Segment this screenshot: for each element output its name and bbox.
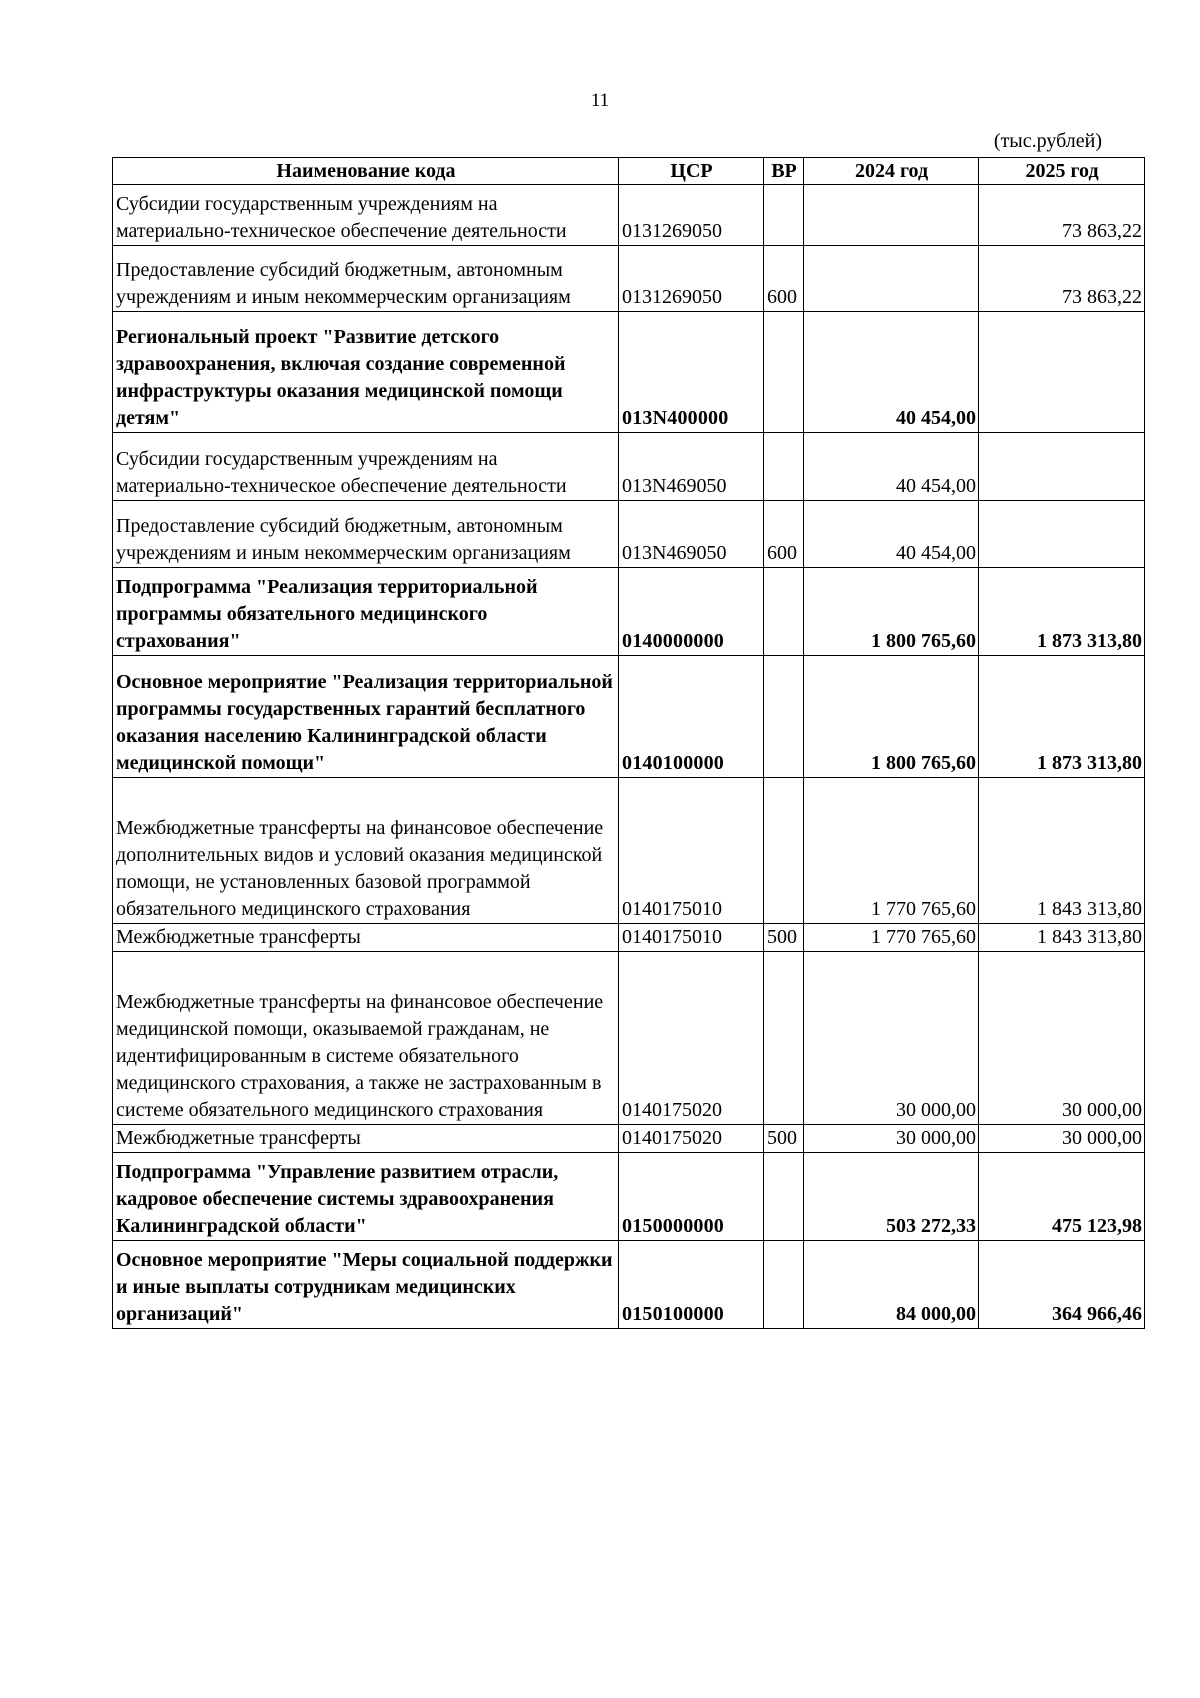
- row-name: Субсидии государственным учреждениям на материально-техническое обеспечение деятельности: [113, 185, 619, 246]
- row-2025: 1 843 313,80: [979, 778, 1145, 924]
- budget-table: [112, 157, 1145, 1329]
- row-2025: 73 863,22: [979, 246, 1145, 312]
- table-row: [113, 185, 1145, 246]
- table-row: [113, 778, 1145, 924]
- table-row: [113, 952, 1145, 1125]
- row-csr: 013N400000: [619, 312, 764, 433]
- row-name: Межбюджетные трансферты на финансовое обеспечение медицинской помощи, оказываемой гражданам, не идентифицированным в системе обязательного медицинского страхования, а также не застрахованным в системе обязательного медицинского страхования: [113, 952, 619, 1125]
- row-2024: 40 454,00: [804, 312, 979, 433]
- row-name: Региональный проект "Развитие детского здравоохранения, включая создание современной инфраструктуры оказания медицинской помощи детям": [113, 312, 619, 433]
- row-2025: [979, 501, 1145, 568]
- row-name: Межбюджетные трансферты: [113, 924, 619, 952]
- row-name: Основное мероприятие "Реализация территориальной программы государственных гарантий бесплатного оказания населению Калининградской области медицинской помощи": [113, 656, 619, 778]
- row-csr: 013N469050: [619, 501, 764, 568]
- row-name: Предоставление субсидий бюджетным, автономным учреждениям и иным некоммерческим организациям: [113, 501, 619, 568]
- row-vr: [764, 952, 804, 1125]
- row-2024: 1 800 765,60: [804, 568, 979, 656]
- row-name: Основное мероприятие "Меры социальной поддержки и иные выплаты сотрудникам медицинских организаций": [113, 1241, 619, 1329]
- row-2024: [804, 246, 979, 312]
- row-vr: [764, 1153, 804, 1241]
- row-2025: 1 843 313,80: [979, 924, 1145, 952]
- row-2024: 1 770 765,60: [804, 924, 979, 952]
- row-2024: 84 000,00: [804, 1241, 979, 1329]
- row-vr: 600: [764, 246, 804, 312]
- row-csr: 0140175010: [619, 924, 764, 952]
- header-vr: ВР: [764, 158, 804, 185]
- row-vr: 500: [764, 1125, 804, 1153]
- row-vr: 500: [764, 924, 804, 952]
- row-vr: [764, 185, 804, 246]
- row-name: Межбюджетные трансферты на финансовое обеспечение дополнительных видов и условий оказания медицинской помощи, не установленных базовой программой обязательного медицинского страхования: [113, 778, 619, 924]
- table-row: [113, 656, 1145, 778]
- row-2024: [804, 185, 979, 246]
- row-2025: 475 123,98: [979, 1153, 1145, 1241]
- units-label: (тыс.рублей): [993, 130, 1102, 152]
- header-2024: 2024 год: [804, 158, 979, 185]
- row-name: Подпрограмма "Реализация территориальной программы обязательного медицинского страхования": [113, 568, 619, 656]
- row-2024: 503 272,33: [804, 1153, 979, 1241]
- row-2025: 30 000,00: [979, 1125, 1145, 1153]
- header-name: Наименование кода: [113, 158, 619, 185]
- row-2025: 364 966,46: [979, 1241, 1145, 1329]
- row-vr: [764, 433, 804, 501]
- header-2025: 2025 год: [979, 158, 1145, 185]
- table-row: [113, 568, 1145, 656]
- row-csr: 0140175020: [619, 952, 764, 1125]
- row-2025: [979, 312, 1145, 433]
- row-csr: 0150000000: [619, 1153, 764, 1241]
- row-csr: 0140100000: [619, 656, 764, 778]
- row-vr: [764, 778, 804, 924]
- row-2024: 1 770 765,60: [804, 778, 979, 924]
- table-header-row: [113, 158, 1145, 185]
- header-csr: ЦСР: [619, 158, 764, 185]
- row-csr: 0131269050: [619, 185, 764, 246]
- row-2025: 1 873 313,80: [979, 568, 1145, 656]
- row-2024: 40 454,00: [804, 433, 979, 501]
- table-row: [113, 1153, 1145, 1241]
- row-2024: 30 000,00: [804, 952, 979, 1125]
- row-vr: [764, 1241, 804, 1329]
- table-row: [113, 501, 1145, 568]
- table-row: [113, 246, 1145, 312]
- table-row: [113, 312, 1145, 433]
- row-2024: 1 800 765,60: [804, 656, 979, 778]
- page-number: 11: [590, 90, 610, 111]
- row-csr: 0140175020: [619, 1125, 764, 1153]
- row-2024: 40 454,00: [804, 501, 979, 568]
- row-2024: 30 000,00: [804, 1125, 979, 1153]
- row-vr: 600: [764, 501, 804, 568]
- row-csr: 0140000000: [619, 568, 764, 656]
- row-vr: [764, 312, 804, 433]
- row-name: Предоставление субсидий бюджетным, автономным учреждениям и иным некоммерческим организациям: [113, 246, 619, 312]
- table-row: [113, 1241, 1145, 1329]
- row-name: Субсидии государственным учреждениям на материально-техническое обеспечение деятельности: [113, 433, 619, 501]
- row-vr: [764, 656, 804, 778]
- row-vr: [764, 568, 804, 656]
- row-2025: [979, 433, 1145, 501]
- row-csr: 0131269050: [619, 246, 764, 312]
- table-row: [113, 433, 1145, 501]
- row-csr: 0150100000: [619, 1241, 764, 1329]
- table-row: [113, 924, 1145, 952]
- table-row: [113, 1125, 1145, 1153]
- row-csr: 013N469050: [619, 433, 764, 501]
- row-name: Подпрограмма "Управление развитием отрасли, кадровое обеспечение системы здравоохранения Калининградской области": [113, 1153, 619, 1241]
- row-2025: 73 863,22: [979, 185, 1145, 246]
- row-csr: 0140175010: [619, 778, 764, 924]
- row-2025: 1 873 313,80: [979, 656, 1145, 778]
- row-2025: 30 000,00: [979, 952, 1145, 1125]
- row-name: Межбюджетные трансферты: [113, 1125, 619, 1153]
